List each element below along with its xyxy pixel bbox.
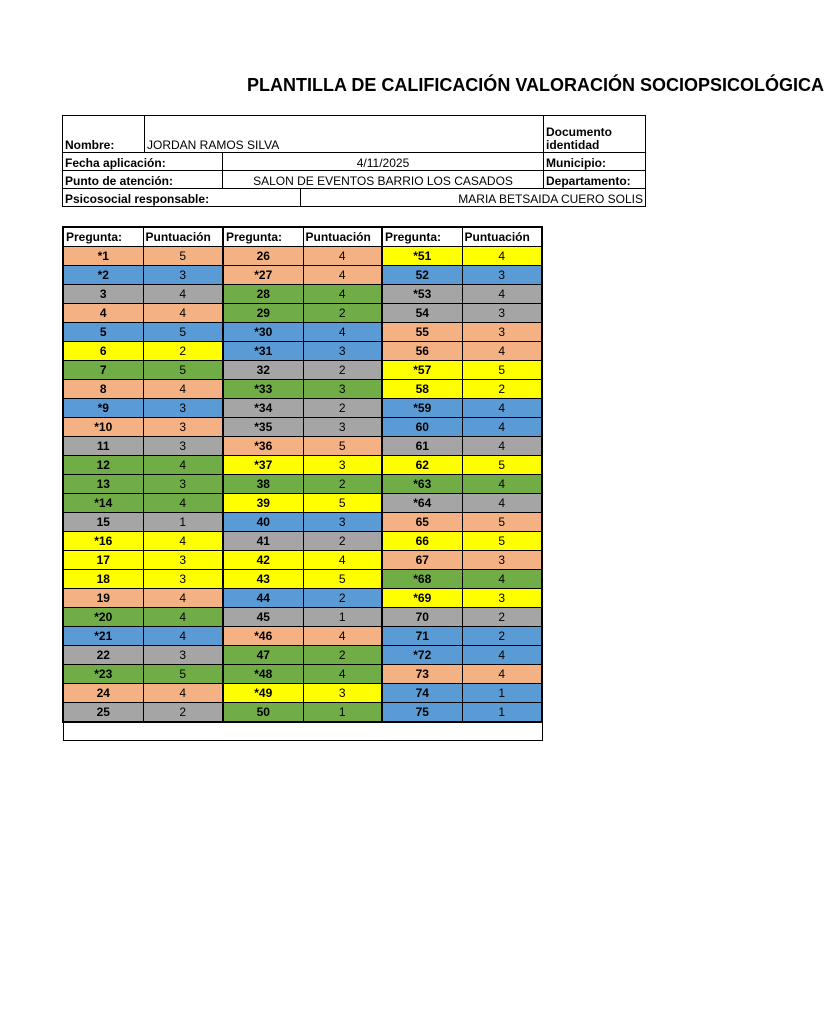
puntuacion-cell: 2: [303, 399, 382, 418]
pregunta-cell: *63: [382, 475, 462, 494]
table-row: [63, 589, 542, 608]
pregunta-cell: 56: [382, 342, 462, 361]
puntuacion-cell: 5: [143, 665, 223, 684]
pregunta-cell: *31: [223, 342, 303, 361]
puntuacion-cell: 4: [303, 266, 382, 285]
pregunta-cell: *20: [63, 608, 143, 627]
pregunta-cell: *23: [63, 665, 143, 684]
pregunta-cell: 43: [223, 570, 303, 589]
table-row: [63, 247, 542, 266]
pregunta-cell: *51: [382, 247, 462, 266]
puntuacion-cell: 3: [143, 266, 223, 285]
puntuacion-cell: 5: [143, 323, 223, 342]
pregunta-cell: 38: [223, 475, 303, 494]
table-row: [63, 266, 542, 285]
pregunta-cell: *33: [223, 380, 303, 399]
pregunta-cell: 17: [63, 551, 143, 570]
table-row: [63, 361, 542, 380]
pregunta-cell: *49: [223, 684, 303, 703]
header-puntuacion-3: Puntuación: [462, 227, 542, 247]
pregunta-cell: 44: [223, 589, 303, 608]
puntuacion-cell: 4: [143, 532, 223, 551]
nombre-label: Nombre:: [63, 116, 145, 153]
pregunta-cell: *37: [223, 456, 303, 475]
pregunta-cell: *48: [223, 665, 303, 684]
puntuacion-cell: 2: [143, 342, 223, 361]
psicosocial-value: MARIA BETSAIDA CUERO SOLIS: [301, 189, 646, 207]
puntuacion-cell: 5: [303, 437, 382, 456]
pregunta-cell: 42: [223, 551, 303, 570]
puntuacion-cell: 4: [462, 494, 542, 513]
pregunta-cell: *68: [382, 570, 462, 589]
puntuacion-cell: 4: [462, 285, 542, 304]
puntuacion-cell: 3: [143, 551, 223, 570]
pregunta-cell: 74: [382, 684, 462, 703]
puntuacion-cell: 1: [303, 608, 382, 627]
puntuacion-cell: 3: [303, 456, 382, 475]
pregunta-cell: *57: [382, 361, 462, 380]
table-row: [63, 304, 542, 323]
table-row: [63, 475, 542, 494]
grid-header-row: [63, 227, 542, 247]
puntuacion-cell: 3: [303, 684, 382, 703]
header-pregunta-2: Pregunta:: [223, 227, 303, 247]
pregunta-cell: 65: [382, 513, 462, 532]
puntuacion-cell: 3: [303, 380, 382, 399]
puntuacion-cell: 5: [462, 513, 542, 532]
pregunta-cell: *53: [382, 285, 462, 304]
puntuacion-cell: 2: [462, 608, 542, 627]
nombre-value: JORDAN RAMOS SILVA: [145, 116, 544, 153]
pregunta-cell: 3: [63, 285, 143, 304]
pregunta-cell: *21: [63, 627, 143, 646]
puntuacion-cell: 5: [462, 361, 542, 380]
grid-footer-row: [63, 722, 542, 741]
pregunta-cell: 47: [223, 646, 303, 665]
puntuacion-cell: 1: [303, 703, 382, 723]
puntuacion-cell: 4: [303, 247, 382, 266]
table-row: [63, 608, 542, 627]
punto-label: Punto de atención:: [63, 171, 223, 189]
table-row: [63, 342, 542, 361]
table-row: [63, 285, 542, 304]
puntuacion-cell: 5: [303, 494, 382, 513]
puntuacion-cell: 2: [303, 475, 382, 494]
puntuacion-cell: 4: [462, 475, 542, 494]
pregunta-cell: 28: [223, 285, 303, 304]
puntuacion-cell: 2: [462, 627, 542, 646]
table-row: [63, 418, 542, 437]
pregunta-cell: *14: [63, 494, 143, 513]
puntuacion-cell: 3: [462, 551, 542, 570]
table-row: [63, 684, 542, 703]
puntuacion-cell: 2: [143, 703, 223, 723]
pregunta-cell: *72: [382, 646, 462, 665]
pregunta-cell: 71: [382, 627, 462, 646]
pregunta-cell: 55: [382, 323, 462, 342]
puntuacion-cell: 4: [462, 665, 542, 684]
puntuacion-cell: 5: [143, 247, 223, 266]
header-puntuacion-1: Puntuación: [143, 227, 223, 247]
pregunta-cell: 18: [63, 570, 143, 589]
municipio-label: Municipio:: [544, 153, 646, 171]
puntuacion-cell: 3: [143, 418, 223, 437]
puntuacion-cell: 4: [143, 285, 223, 304]
pregunta-cell: *27: [223, 266, 303, 285]
page-title: PLANTILLA DE CALIFICACIÓN VALORACIÓN SOCIOPSICOLÓGICA: [247, 75, 824, 95]
table-row: [63, 399, 542, 418]
pregunta-cell: 25: [63, 703, 143, 723]
score-grid: [62, 226, 543, 741]
puntuacion-cell: 3: [462, 304, 542, 323]
header-pregunta-3: Pregunta:: [382, 227, 462, 247]
table-row: [63, 665, 542, 684]
pregunta-cell: 50: [223, 703, 303, 723]
pregunta-cell: 52: [382, 266, 462, 285]
puntuacion-cell: 4: [143, 684, 223, 703]
info-row-punto: [63, 171, 646, 189]
pregunta-cell: 70: [382, 608, 462, 627]
puntuacion-cell: 4: [462, 418, 542, 437]
table-row: [63, 570, 542, 589]
puntuacion-cell: 3: [303, 418, 382, 437]
puntuacion-cell: 4: [143, 494, 223, 513]
pregunta-cell: *1: [63, 247, 143, 266]
puntuacion-cell: 4: [143, 380, 223, 399]
fecha-value: 4/11/2025: [223, 153, 544, 171]
pregunta-cell: 62: [382, 456, 462, 475]
puntuacion-cell: 5: [143, 361, 223, 380]
pregunta-cell: *10: [63, 418, 143, 437]
pregunta-cell: 5: [63, 323, 143, 342]
pregunta-cell: 67: [382, 551, 462, 570]
puntuacion-cell: 2: [303, 304, 382, 323]
pregunta-cell: 41: [223, 532, 303, 551]
puntuacion-cell: 4: [462, 646, 542, 665]
pregunta-cell: *9: [63, 399, 143, 418]
pregunta-cell: 54: [382, 304, 462, 323]
pregunta-cell: *59: [382, 399, 462, 418]
pregunta-cell: 58: [382, 380, 462, 399]
pregunta-cell: 12: [63, 456, 143, 475]
puntuacion-cell: 4: [303, 627, 382, 646]
grid-body: [63, 247, 542, 741]
pregunta-cell: 61: [382, 437, 462, 456]
pregunta-cell: *36: [223, 437, 303, 456]
puntuacion-cell: 5: [303, 570, 382, 589]
puntuacion-cell: 2: [303, 532, 382, 551]
puntuacion-cell: 3: [143, 570, 223, 589]
pregunta-cell: *46: [223, 627, 303, 646]
table-row: [63, 627, 542, 646]
table-row: [63, 513, 542, 532]
puntuacion-cell: 4: [143, 456, 223, 475]
pregunta-cell: *35: [223, 418, 303, 437]
pregunta-cell: 24: [63, 684, 143, 703]
documento-label: Documento identidad: [544, 116, 646, 153]
pregunta-cell: *30: [223, 323, 303, 342]
pregunta-cell: 8: [63, 380, 143, 399]
info-row-psicosocial: [63, 189, 646, 207]
puntuacion-cell: 2: [462, 380, 542, 399]
puntuacion-cell: 4: [303, 323, 382, 342]
pregunta-cell: 13: [63, 475, 143, 494]
table-row: [63, 380, 542, 399]
punto-value: SALON DE EVENTOS BARRIO LOS CASADOS: [223, 171, 544, 189]
puntuacion-cell: 3: [303, 342, 382, 361]
puntuacion-cell: 5: [462, 456, 542, 475]
puntuacion-cell: 4: [303, 665, 382, 684]
puntuacion-cell: 4: [143, 304, 223, 323]
header-puntuacion-2: Puntuación: [303, 227, 382, 247]
pregunta-cell: 45: [223, 608, 303, 627]
pregunta-cell: 19: [63, 589, 143, 608]
puntuacion-cell: 4: [462, 342, 542, 361]
pregunta-cell: 6: [63, 342, 143, 361]
puntuacion-cell: 4: [303, 285, 382, 304]
fecha-label: Fecha aplicación:: [63, 153, 223, 171]
puntuacion-cell: 5: [462, 532, 542, 551]
departamento-label: Departamento:: [544, 171, 646, 189]
table-row: [63, 323, 542, 342]
puntuacion-cell: 4: [462, 437, 542, 456]
pregunta-cell: 32: [223, 361, 303, 380]
puntuacion-cell: 3: [462, 266, 542, 285]
puntuacion-cell: 3: [143, 646, 223, 665]
puntuacion-cell: 3: [143, 475, 223, 494]
puntuacion-cell: 3: [143, 437, 223, 456]
pregunta-cell: *2: [63, 266, 143, 285]
puntuacion-cell: 3: [303, 513, 382, 532]
pregunta-cell: 26: [223, 247, 303, 266]
puntuacion-cell: 1: [462, 684, 542, 703]
table-row: [63, 532, 542, 551]
pregunta-cell: 60: [382, 418, 462, 437]
pregunta-cell: 40: [223, 513, 303, 532]
grid-footer-cell: [63, 722, 542, 741]
psicosocial-label: Psicosocial responsable:: [63, 189, 301, 207]
puntuacion-cell: 4: [462, 399, 542, 418]
table-row: [63, 456, 542, 475]
pregunta-cell: 15: [63, 513, 143, 532]
table-row: [63, 646, 542, 665]
table-row: [63, 551, 542, 570]
pregunta-cell: *34: [223, 399, 303, 418]
puntuacion-cell: 3: [143, 399, 223, 418]
puntuacion-cell: 3: [462, 589, 542, 608]
puntuacion-cell: 4: [143, 608, 223, 627]
header-pregunta-1: Pregunta:: [63, 227, 143, 247]
pregunta-cell: *69: [382, 589, 462, 608]
puntuacion-cell: 4: [143, 627, 223, 646]
info-table: [62, 115, 646, 207]
puntuacion-cell: 1: [462, 703, 542, 723]
puntuacion-cell: 2: [303, 646, 382, 665]
puntuacion-cell: 2: [303, 361, 382, 380]
info-row-nombre: [63, 116, 646, 153]
table-row: [63, 494, 542, 513]
pregunta-cell: *16: [63, 532, 143, 551]
pregunta-cell: 7: [63, 361, 143, 380]
puntuacion-cell: 2: [303, 589, 382, 608]
pregunta-cell: 73: [382, 665, 462, 684]
puntuacion-cell: 3: [462, 323, 542, 342]
table-row: [63, 437, 542, 456]
pregunta-cell: 29: [223, 304, 303, 323]
puntuacion-cell: 4: [462, 570, 542, 589]
pregunta-cell: 11: [63, 437, 143, 456]
info-row-fecha: [63, 153, 646, 171]
pregunta-cell: 66: [382, 532, 462, 551]
puntuacion-cell: 1: [143, 513, 223, 532]
pregunta-cell: 4: [63, 304, 143, 323]
puntuacion-cell: 4: [462, 247, 542, 266]
puntuacion-cell: 4: [303, 551, 382, 570]
pregunta-cell: 22: [63, 646, 143, 665]
table-row: [63, 703, 542, 723]
pregunta-cell: 39: [223, 494, 303, 513]
puntuacion-cell: 4: [143, 589, 223, 608]
pregunta-cell: 75: [382, 703, 462, 723]
pregunta-cell: *64: [382, 494, 462, 513]
